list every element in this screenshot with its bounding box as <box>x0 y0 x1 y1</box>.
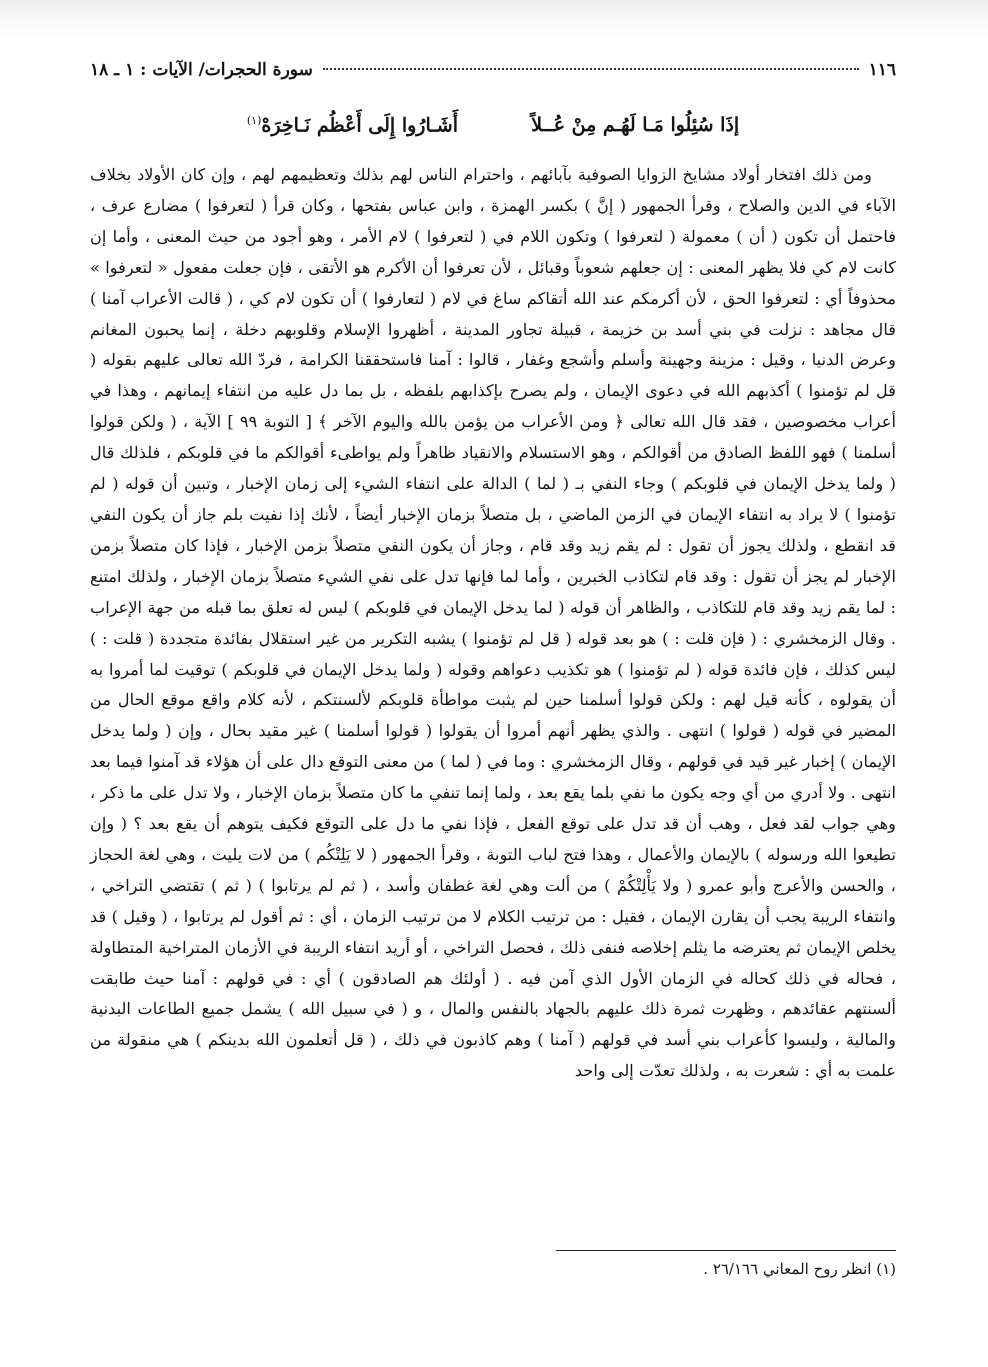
running-header <box>90 60 896 90</box>
footnote-marker: (١) <box>246 114 262 127</box>
scan-shadow <box>0 0 988 40</box>
chapter-title: سورة الحجرات/ الآيات : ١ ـ ١٨ <box>90 60 313 80</box>
footnote-separator <box>556 1250 896 1251</box>
page-number: ١١٦ <box>868 60 896 80</box>
body-text <box>90 160 896 1087</box>
leader-dots <box>323 68 859 70</box>
verse-second-text: أَشَـارُوا إِلَى أَعْظُم نَـاخِرَهْ <box>261 114 458 137</box>
poetry-verse <box>90 114 896 154</box>
verse-first-hemistich: إذَا سُئِلُوا مَـا لَهُـم مِنْ عُــلاً <box>531 114 740 137</box>
book-page <box>90 60 896 1367</box>
body-paragraph: ومن ذلك افتخار أولاد مشايخ الزوايا الصوفية بآبائهم ، واحترام الناس لهم بذلك وتعظيمهم لهم ، وإن كان الأولاد بخلاف الآباء في الدين والصلاح ، وقرأ الجمهور ( إنَّ ) بكسر الهمزة ، وابن عباس بفتحها ، وكان قرأ ( لتعرفوا ) مضارع عرف ، فاحتمل أن تكون ( أن ) معمولة ( لتعرفوا ) وتكون اللام في ( لتعرفوا ) لام الأمر ، وهو أجود من حيث المعنى ، وأما إن كانت لام كي فلا يظهر المعنى : إن جعلهم شعوباً وقبائل ، لأن تعرفوا أن الأكرم هو الأتقى ، فإن جعلت مفعول « لتعرفوا » محذوفاً أي : لتعرفوا الحق ، لأن أكرمكم عند الله أتقاكم ساغ في لام ( لتعارفوا ) أن تكون لام كي ، ( قالت الأعراب آمنا ) قال مجاهد : نزلت في بني أسد بن خزيمة ، قبيلة تجاور المدينة ، أظهروا الإسلام وقلوبهم دخلة ، إنما يحبون المغانم وعرض الدنيا ، وقيل : مزينة وجهينة وأسلم وأشجع وغفار ، قالوا : آمنا فاستحققنا الكرامة ، فردّ الله تعالى عليهم بقوله ( قل لم تؤمنوا ) أكذبهم الله في دعوى الإيمان ، ولم يصرح بإكذابهم بلفظه ، بل بما دل عليه من انتفاء إيمانهم ، وهذا في أعراب مخصوصين ، فقد قال الله تعالى ﴿ ومن الأعراب من يؤمن بالله واليوم الآخر ﴾ [ التوبة ٩٩ ] الآية ، ( ولكن قولوا أسلمنا ) فهو اللفظ الصادق من أقوالكم ، وهو الاستسلام والانقياد ظاهراً ولم يواطىء أقوالكم ما في قلوبكم ، فلذلك قال ( ولما يدخل الإيمان في قلوبكم ) وجاء النفي بـ ( لما ) الدالة على انتفاء الشيء إلى زمان الإخبار ، وتبين أن قوله ( لم تؤمنوا ) لا يراد به انتفاء الإيمان في الزمن الماضي ، بل متصلاً بزمان الإخبار أيضاً ، لأنك إذا نفيت بلم جاز أن يكون النفي قد انقطع ، ولذلك يجوز أن تقول : لم يقم زيد وقد قام ، وجاز أن يكون النفي متصلاً بزمن الإخبار ، فإذا كان متصلاً بزمن الإخبار لم يجز أن تقول : وقد قام لتكاذب الخبرين ، وأما لما فإنها تدل على نفي الشيء متصلاً بزمان الإخبار ، ولذلك امتنع : لما يقم زيد وقد قام للتكاذب ، والظاهر أن قوله ( لما يدخل الإيمان في قلوبكم ) ليس له تعلق بما قبله من جهة الإعراب . وقال الزمخشري : ( فإن قلت : ) هو بعد قوله ( قل لم تؤمنوا ) يشبه التكرير من غير استقلال بفائدة متجددة ( قلت : ) ليس كذلك ، فإن فائدة قوله ( لم تؤمنوا ) هو تكذيب دعواهم وقوله ( ولما يدخل الإيمان في قلوبكم ) توقيت لما أمروا به أن يقولوه ، كأنه قيل لهم : ولكن قولوا أسلمنا حين لم يثبت مواطأة قلوبكم لألسنتكم ، لأنه كلام واقع موقع الحال من المضير في قوله ( قولوا ) انتهى . والذي يظهر أنهم أمروا أن يقولوا ( قولوا أسلمنا ) غير مقيد بحال ، وإن ( ولما يدخل الإيمان ) إخبار غير قيد في قولهم ، وقال الزمخشري : وما في ( لما ) من معنى التوقع دال على أن هؤلاء قد آمنوا فيما بعد انتهى . ولا أدري من أي وجه يكون ما نفي بلما يقع بعد ، ولما إنما تنفي ما كان متصلاً بزمان الإخبار ، ولا تدل على ما ذكر ، وهي جواب لقد فعل ، وهب أن قد تدل على توقع الفعل ، فإذا نفي ما دل على التوقع فكيف يتوهم أن يقع بعد ؟ ( وإن تطيعوا الله ورسوله ) بالإيمان والأعمال ، وهذا فتح لباب التوبة ، وقرأ الجمهور ( لا يَلِتْكُم ) من لات يليت ، وهي لغة الحجاز ، والحسن والأعرج وأبو عمرو ( ولا يَأْلِتْكُمْ ) من ألت وهي لغة غطفان وأسد ، ( ثم لم يرتابوا ) ( ثم ) تقتضي التراخي ، وانتفاء الريبة يجب أن يقارن الإيمان ، فقيل : من ترتيب الكلام لا من ترتيب الزمان ، أي : ثم أقول لم يرتابوا ، ( وقيل ) قد يخلص الإيمان ثم يعترضه ما يثلم إخلاصه فنفى ذلك ، فحصل التراخي ، أو أريد انتفاء الريبة في الأزمان المتراخية المتطاولة ، فحاله في ذلك كحاله في الزمان الأول الذي آمن فيه . ( أولئك هم الصادقون ) أي : في قولهم : آمنا حيث طابقت ألسنتهم عقائدهم ، وظهرت ثمرة ذلك عليهم بالجهاد بالنفس والمال ، و ( في سبيل الله ) يشمل جميع الطاعات البدنية والمالية ، وليسوا كأعراب بني أسد في قولهم ( آمنا ) وهم كاذبون في ذلك ، ( قل أتعلمون الله بدينكم ) هي منقولة من علمت به أي : شعرت به ، ولذلك تعدّت إلى واحد <box>90 165 897 1081</box>
verse-second-hemistich <box>247 114 458 136</box>
footnote: (١) انظر روح المعاني ٢٦/١٦٦ . <box>703 1260 896 1278</box>
